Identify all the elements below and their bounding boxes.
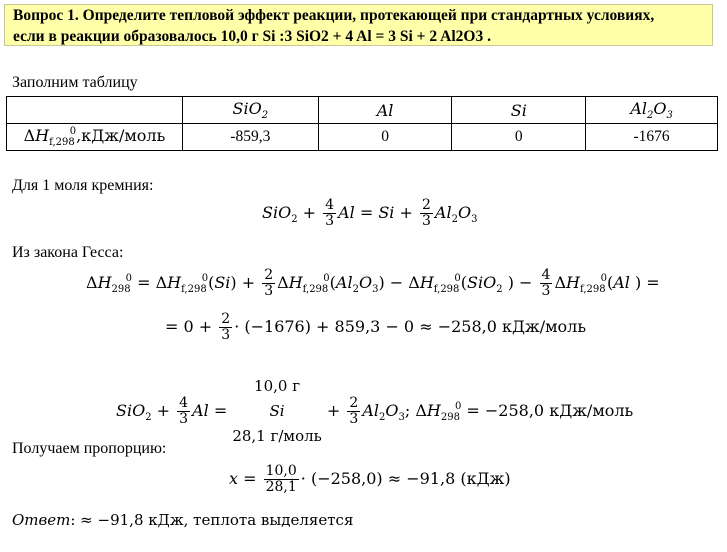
header-si: Si xyxy=(452,97,586,124)
cell-al: 0 xyxy=(318,124,452,151)
mole-label: Для 1 моля кремния: xyxy=(12,177,154,194)
hess-result: = 0 + $\frac{2}{3}$ · (−1676) + 859,3 − 0 ≈ −258,0 кДж/моль xyxy=(165,311,587,343)
table-header-row xyxy=(7,97,718,124)
hess-label: Из закона Гесса: xyxy=(12,244,124,261)
header-al: Al xyxy=(318,97,452,124)
hess-equation: $\Delta H_{298}^0 = \Delta H_{f,298}^0(Si)$ + $\frac{2}{3}$ $\Delta H_{f,298}^0(Al_2O_3) - \Delta H_{f,298}^0(SiO_2$ ) − $\frac{4}{3}$ $\Delta H_{f,298}^0(Al$ ) = xyxy=(86,267,660,299)
header-al2o3: $Al_2O_3$ xyxy=(586,97,718,124)
proportion-label: Получаем пропорцию: xyxy=(12,440,167,457)
fill-table-label: Заполним таблицу xyxy=(12,74,138,91)
si-stack: 10,0 г Si 28,1 г/моль xyxy=(232,377,322,445)
reaction-equation: SiO$_2$ + $\frac{4}{3}$ Al = Si + $\frac{2}{3}$ $Al_2O_3$ xyxy=(262,197,478,229)
stoichiometry-equation: SiO$_2$ + $\frac{4}{3}$ Al = 10,0 г Si 28,1 г/моль + $\frac{2}{3}$ $Al_2O_3$; $\Delta H_{298}^0 = -258,0$ кДж/моль xyxy=(116,374,633,449)
question-line-2: если в реакции образовалось 10,0 г Si :3 SiO2 + 4 Al = 3 Si + 2 Al2O3 . xyxy=(13,28,491,45)
cell-sio2: -859,3 xyxy=(182,124,318,151)
row-label: $\Delta H_{f,298}^0,кДж$/моль xyxy=(7,124,183,151)
cell-si: 0 xyxy=(452,124,586,151)
table-row xyxy=(7,124,718,151)
cell-al2o3: -1676 xyxy=(586,124,718,151)
answer-line: Ответ: ≈ −91,8 кДж, теплота выделяется xyxy=(12,511,354,529)
proportion-equation: x = $\frac{10,0}{28,1}$ · (−258,0) ≈ −91,8 (кДж) xyxy=(229,463,511,495)
enthalpy-table xyxy=(6,96,718,151)
question-box xyxy=(4,4,713,46)
question-line-1: Вопрос 1. Определите тепловой эффект реакции, протекающей при стандартных условиях, xyxy=(13,7,655,24)
header-sio2: SiO$_2$ xyxy=(182,97,318,124)
